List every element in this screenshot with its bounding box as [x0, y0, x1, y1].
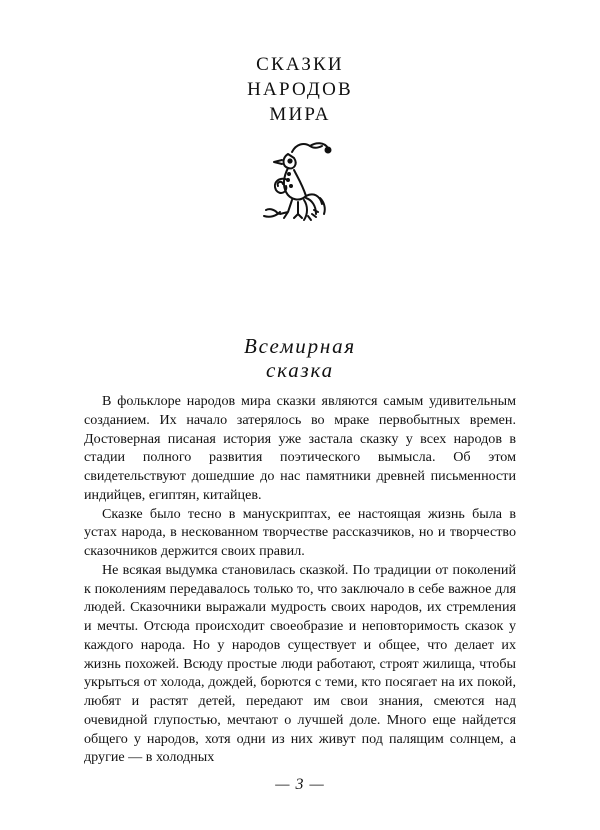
paragraph: Не всякая выдумка становилась сказкой. По традиции от поколений к поколениям передавалось только то, что заключало в себе важное для людей. Сказочники выражали мудрость своих народов, их стремления и мечты. Отсюда происходит своеобразие и неповторимость сказок у каждого народа. Но у народов существует и общее, что делает их жизнь похожей. Всюду простые люди работают, строят жилища, чтобы укрыться от холода, дождей, борются с теми, кто посягает на их покой, любят и растят детей, передают им свои знания, смеются над очевидной глупостью, мечтают о лучшей доле. Много еще найдется общего у народов, хотя одни из них живут под палящим солнцем, а другие — в холодных [84, 561, 516, 766]
series-title-line: НАРОДОВ [247, 79, 353, 100]
chapter-title-line: Всемирная [244, 334, 356, 358]
chapter-title-line: сказка [266, 358, 334, 382]
body-text [84, 392, 516, 767]
series-title-line: СКАЗКИ [256, 54, 344, 75]
series-title [0, 52, 600, 127]
chapter-title [0, 334, 600, 382]
series-title-line: МИРА [269, 104, 331, 125]
page-number: — 3 — [275, 776, 325, 793]
folk-bird-emblem-icon [258, 140, 338, 230]
paragraph: В фольклоре народов мира сказки являются самым удивительным созданием. Их начало затерялось во мраке первобытных времен. Достоверная писаная история уже застала сказку у всех народов в стадии полного развития поэтического вымысла. Об этом свидетельствуют дошедшие до нас памятники древней письменности индийцев, египтян, китайцев. [84, 393, 516, 503]
paragraph: Сказке было тесно в манускриптах, ее настоящая жизнь была в устах народа, в нескованном творчестве рассказчиков, но и творчество сказочников держится своих правил. [84, 505, 516, 559]
